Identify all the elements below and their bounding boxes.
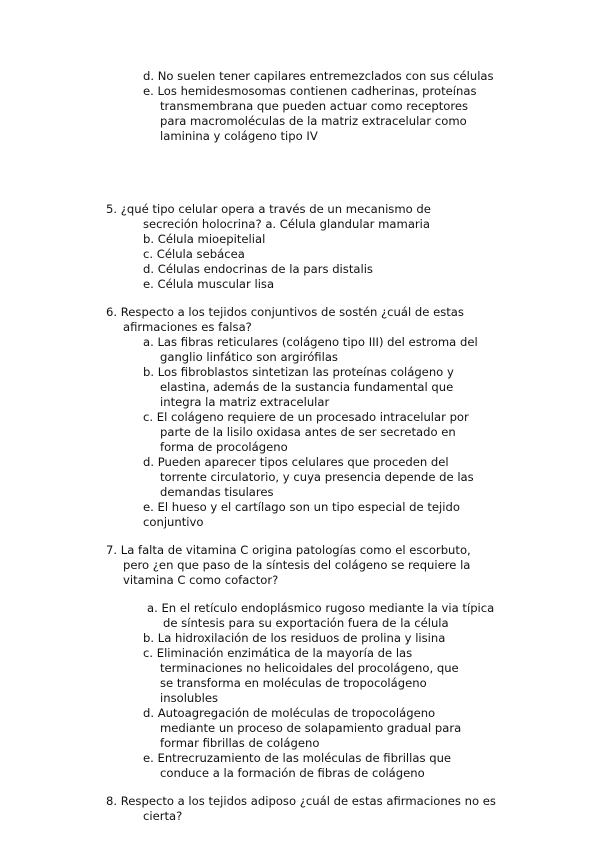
q8-stem-line-1: 8. Respecto a los tejidos adiposo ¿cuál de estas afirmaciones no es: [106, 794, 496, 808]
option-e-line-2: transmembrana que pueden actuar como receptores: [160, 99, 469, 113]
q7-option-b: b. La hidroxilación de los residuos de prolina y lisina: [143, 631, 446, 645]
q7-option-c-line-4: insolubles: [160, 691, 219, 705]
q6-option-a-line-1: a. Las fibras reticulares (colágeno tipo III) del estroma del: [143, 335, 478, 349]
q6-option-c-line-3: forma de procolágeno: [160, 440, 288, 454]
q5-stem-line-1: 5. ¿qué tipo celular opera a través de un mecanismo de: [106, 202, 431, 216]
q7-option-c-line-3: se transforma en moléculas de tropocolágeno: [160, 676, 427, 690]
q7-stem-line-1: 7. La falta de vitamina C origina patologías como el escorbuto,: [106, 543, 471, 557]
q7-option-c-line-1: c. Eliminación enzimática de la mayoría de las: [143, 646, 413, 660]
option-e-line-1: e. Los hemidesmosomas contienen cadherinas, proteínas: [143, 84, 477, 98]
option-d-capillaries: d. No suelen tener capilares entremezclados con sus células: [143, 69, 494, 83]
q7-option-a-line-1: a. En el retículo endoplásmico rugoso mediante la via típica: [147, 601, 495, 615]
q6-stem-line-1: 6. Respecto a los tejidos conjuntivos de sostén ¿cuál de estas: [106, 305, 464, 319]
q6-option-d-line-3: demandas tisulares: [160, 485, 274, 499]
q7-option-e-line-1: e. Entrecruzamiento de las moléculas de fibrillas que: [143, 751, 452, 765]
q7-option-d-line-1: d. Autoagregación de moléculas de tropocolágeno: [143, 706, 436, 720]
q6-option-c-line-2: parte de la lisilo oxidasa antes de ser secretado en: [160, 425, 456, 439]
q5-option-c: c. Célula sebácea: [143, 247, 245, 261]
q6-option-c-line-1: c. El colágeno requiere de un procesado intracelular por: [143, 410, 469, 424]
q7-stem-line-2: pero ¿en que paso de la síntesis del colágeno se requiere la: [123, 558, 471, 572]
q6-option-e-line-1: e. El hueso y el cartílago son un tipo especial de tejido: [143, 500, 460, 514]
q6-option-e-line-2: conjuntivo: [143, 515, 204, 529]
q6-stem-line-2: afirmaciones es falsa?: [123, 320, 252, 334]
q7-option-a-line-2: de síntesis para su exportación fuera de la célula: [163, 616, 449, 630]
q6-option-b-line-3: integra la matriz extracelular: [160, 395, 330, 409]
q6-option-b-line-2: elastina, además de la sustancia fundamental que: [160, 380, 454, 394]
option-e-line-4: laminina y colágeno tipo IV: [160, 129, 318, 143]
q8-stem-line-2: cierta?: [143, 809, 183, 823]
q5-option-b: b. Célula mioepitelial: [143, 232, 266, 246]
q6-option-b-line-1: b. Los fibroblastos sintetizan las proteínas colágeno y: [143, 365, 454, 379]
q7-option-e-line-2: conduce a la formación de fibras de colágeno: [160, 766, 425, 780]
q7-option-d-line-2: mediante un proceso de solapamiento gradual para: [160, 721, 462, 735]
q5-stem-line-2: secreción holocrina? a. Célula glandular mamaria: [143, 217, 431, 231]
option-e-line-3: para macromoléculas de la matriz extracelular como: [160, 114, 467, 128]
q6-option-a-line-2: ganglio linfático son argirófilas: [160, 350, 338, 364]
q7-option-d-line-3: formar fibrillas de colágeno: [160, 736, 320, 750]
q5-option-d: d. Células endocrinas de la pars distalis: [143, 262, 373, 276]
q7-option-c-line-2: terminaciones no helicoidales del procolágeno, que: [160, 661, 459, 675]
q6-option-d-line-2: torrente circulatorio, y cuya presencia depende de las: [160, 470, 474, 484]
q7-stem-line-3: vitamina C como cofactor?: [123, 573, 279, 587]
q5-option-e: e. Célula muscular lisa: [143, 277, 275, 291]
q6-option-d-line-1: d. Pueden aparecer tipos celulares que proceden del: [143, 455, 449, 469]
